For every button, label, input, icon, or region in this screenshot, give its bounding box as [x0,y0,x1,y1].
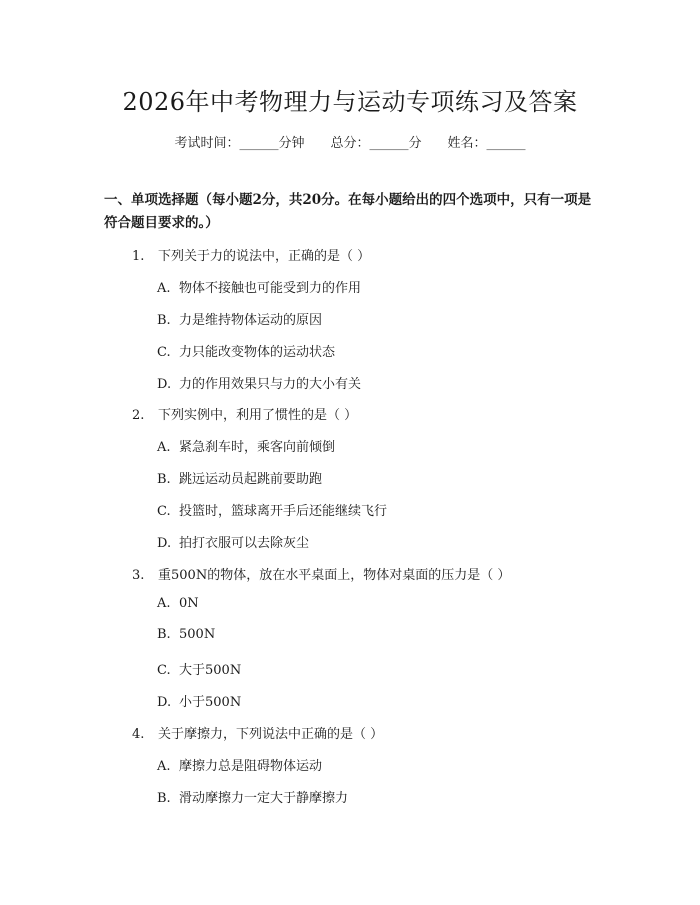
question-number: 2. [132,408,145,423]
option-text: 大于500N [179,663,242,678]
option-letter: D. [157,377,172,392]
question-text: 下列实例中，利用了惯性的是（ ） [158,408,358,423]
option-letter: C. [157,345,171,360]
question-number: 1. [132,249,145,264]
exam-time-field: 考试时间：______分钟 [174,136,305,151]
option-letter: A. [157,440,171,455]
option-text: 物体不接触也可能受到力的作用 [179,281,362,296]
option-text: 紧急刹车时，乘客向前倾倒 [179,440,336,455]
question-4 [132,723,383,742]
option-2d [157,532,309,551]
option-text: 500N [179,627,216,642]
section-header-single-choice: 一、单项选择题（每小题2分，共20分。在每小题给出的四个选项中，只有一项是符合题目要求的。） [104,192,592,231]
question-2 [132,404,357,423]
option-text: 滑动摩擦力一定大于静摩擦力 [179,791,349,806]
question-1 [132,245,370,264]
question-text: 下列关于力的说法中，正确的是（ ） [158,249,371,264]
option-3d [157,691,241,710]
option-2a [157,436,335,455]
option-letter: C. [157,504,171,519]
option-1c [157,341,335,360]
option-1a [157,277,361,296]
question-text: 重500N的物体，放在水平桌面上，物体对桌面的压力是（ ） [158,568,511,583]
option-letter: B. [157,472,171,487]
option-1d [157,373,361,392]
option-letter: B. [157,313,171,328]
option-text: 投篮时，篮球离开手后还能继续飞行 [179,504,388,519]
total-score-field: 总分：______分 [330,136,422,151]
student-name-field: 姓名：______ [447,136,526,151]
option-text: 力只能改变物体的运动状态 [179,345,336,360]
option-letter: B. [157,791,171,806]
option-text: 小于500N [179,695,242,710]
option-text: 力是维持物体运动的原因 [179,313,323,328]
question-number: 4. [132,727,145,742]
question-3 [132,564,510,583]
option-text: 力的作用效果只与力的大小有关 [179,377,362,392]
option-3a [157,596,199,611]
option-3c [157,659,241,678]
page-title: 2026年中考物理力与运动专项练习及答案 [122,88,578,116]
question-text: 关于摩擦力，下列说法中正确的是（ ） [158,727,384,742]
option-1b [157,309,322,328]
option-letter: A. [157,759,171,774]
question-number: 3. [132,568,145,583]
option-text: 跳远运动员起跳前要助跑 [179,472,323,487]
option-text: 摩擦力总是阻碍物体运动 [179,759,323,774]
option-letter: D. [157,536,172,551]
option-2b [157,468,322,487]
exam-info-line [0,132,700,151]
option-letter: D. [157,695,172,710]
option-letter: B. [157,627,171,642]
option-letter: A. [157,281,171,296]
option-text: 拍打衣服可以去除灰尘 [179,536,310,551]
option-4a [157,755,322,774]
option-4b [157,787,348,806]
option-letter: C. [157,663,171,678]
option-3b [157,627,215,642]
option-letter: A. [157,596,171,611]
option-text: 0N [179,596,199,611]
option-2c [157,500,387,519]
